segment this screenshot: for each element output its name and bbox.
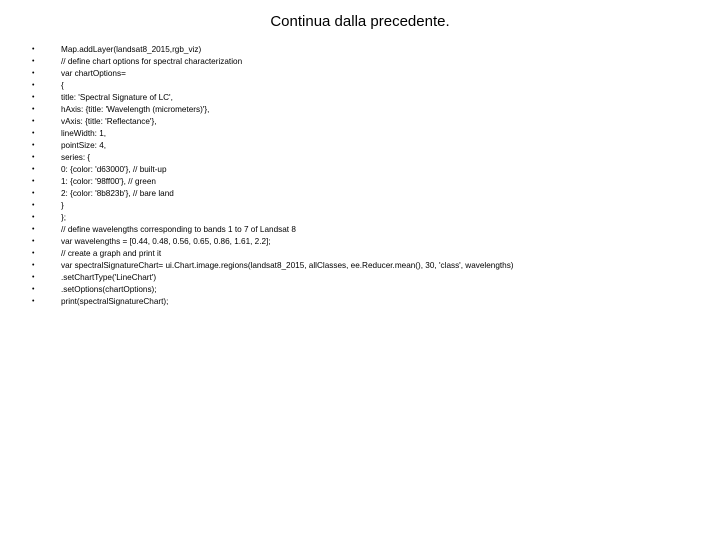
code-line-text: .setOptions(chartOptions); [61, 285, 157, 294]
bullet-icon: • [32, 82, 35, 89]
code-line-text: var spectralSignatureChart= ui.Chart.image.regions(landsat8_2015, allClasses, ee.Reducer.mean(), 30, 'class', wavelengths) [61, 261, 514, 270]
list-item [32, 152, 702, 164]
bullet-icon: • [32, 46, 35, 53]
bullet-icon: • [32, 214, 35, 221]
list-item [32, 272, 702, 284]
code-line-text: var chartOptions= [61, 69, 126, 78]
code-line-text: // define wavelengths corresponding to bands 1 to 7 of Landsat 8 [61, 225, 296, 234]
bullet-icon: • [32, 238, 35, 245]
list-item [32, 260, 702, 272]
code-line-text: Map.addLayer(landsat8_2015,rgb_viz) [61, 45, 202, 54]
code-bullet-list [32, 44, 702, 308]
code-line-text: // define chart options for spectral characterization [61, 57, 243, 66]
list-item [32, 176, 702, 188]
list-item [32, 56, 702, 68]
code-line-text: 1: {color: '98ff00'}, // green [61, 177, 156, 186]
code-line-text: 2: {color: '8b823b'}, // bare land [61, 189, 174, 198]
bullet-icon: • [32, 70, 35, 77]
code-line-text: } [61, 201, 64, 210]
bullet-icon: • [32, 202, 35, 209]
bullet-icon: • [32, 190, 35, 197]
code-line-text: pointSize: 4, [61, 141, 107, 150]
bullet-icon: • [32, 226, 35, 233]
list-item [32, 104, 702, 116]
code-line-text: hAxis: {title: 'Wavelength (micrometers)'}, [61, 105, 210, 114]
bullet-icon: • [32, 178, 35, 185]
list-item [32, 92, 702, 104]
bullet-icon: • [32, 130, 35, 137]
list-item [32, 140, 702, 152]
list-item [32, 116, 702, 128]
code-line-text: vAxis: {title: 'Reflectance'}, [61, 117, 157, 126]
bullet-icon: • [32, 250, 35, 257]
code-line-text: series: { [61, 153, 91, 162]
slide-title: Continua dalla precedente. [270, 13, 450, 30]
bullet-icon: • [32, 274, 35, 281]
list-item [32, 296, 702, 308]
bullet-icon: • [32, 94, 35, 101]
code-line-text: title: 'Spectral Signature of LC', [61, 93, 173, 102]
code-line-text: var wavelengths = [0.44, 0.48, 0.56, 0.65, 0.86, 1.61, 2.2]; [61, 237, 271, 246]
code-line-text: .setChartType('LineChart') [61, 273, 157, 282]
code-line-text: lineWidth: 1, [61, 129, 107, 138]
list-item [32, 248, 702, 260]
bullet-icon: • [32, 286, 35, 293]
bullet-icon: • [32, 118, 35, 125]
code-line-text: // create a graph and print it [61, 249, 162, 258]
code-line-text: print(spectralSignatureChart); [61, 297, 169, 306]
bullet-icon: • [32, 262, 35, 269]
list-item [32, 200, 702, 212]
code-line-text: }; [61, 213, 67, 222]
list-item [32, 80, 702, 92]
list-item [32, 284, 702, 296]
bullet-icon: • [32, 298, 35, 305]
list-item [32, 44, 702, 56]
bullet-icon: • [32, 58, 35, 65]
list-item [32, 188, 702, 200]
code-line-text: 0: {color: 'd63000'}, // built-up [61, 165, 167, 174]
list-item [32, 128, 702, 140]
bullet-icon: • [32, 142, 35, 149]
bullet-icon: • [32, 106, 35, 113]
list-item [32, 212, 702, 224]
bullet-icon: • [32, 166, 35, 173]
list-item [32, 164, 702, 176]
list-item [32, 236, 702, 248]
list-item [32, 68, 702, 80]
code-line-text: { [61, 81, 64, 90]
list-item [32, 224, 702, 236]
bullet-icon: • [32, 154, 35, 161]
